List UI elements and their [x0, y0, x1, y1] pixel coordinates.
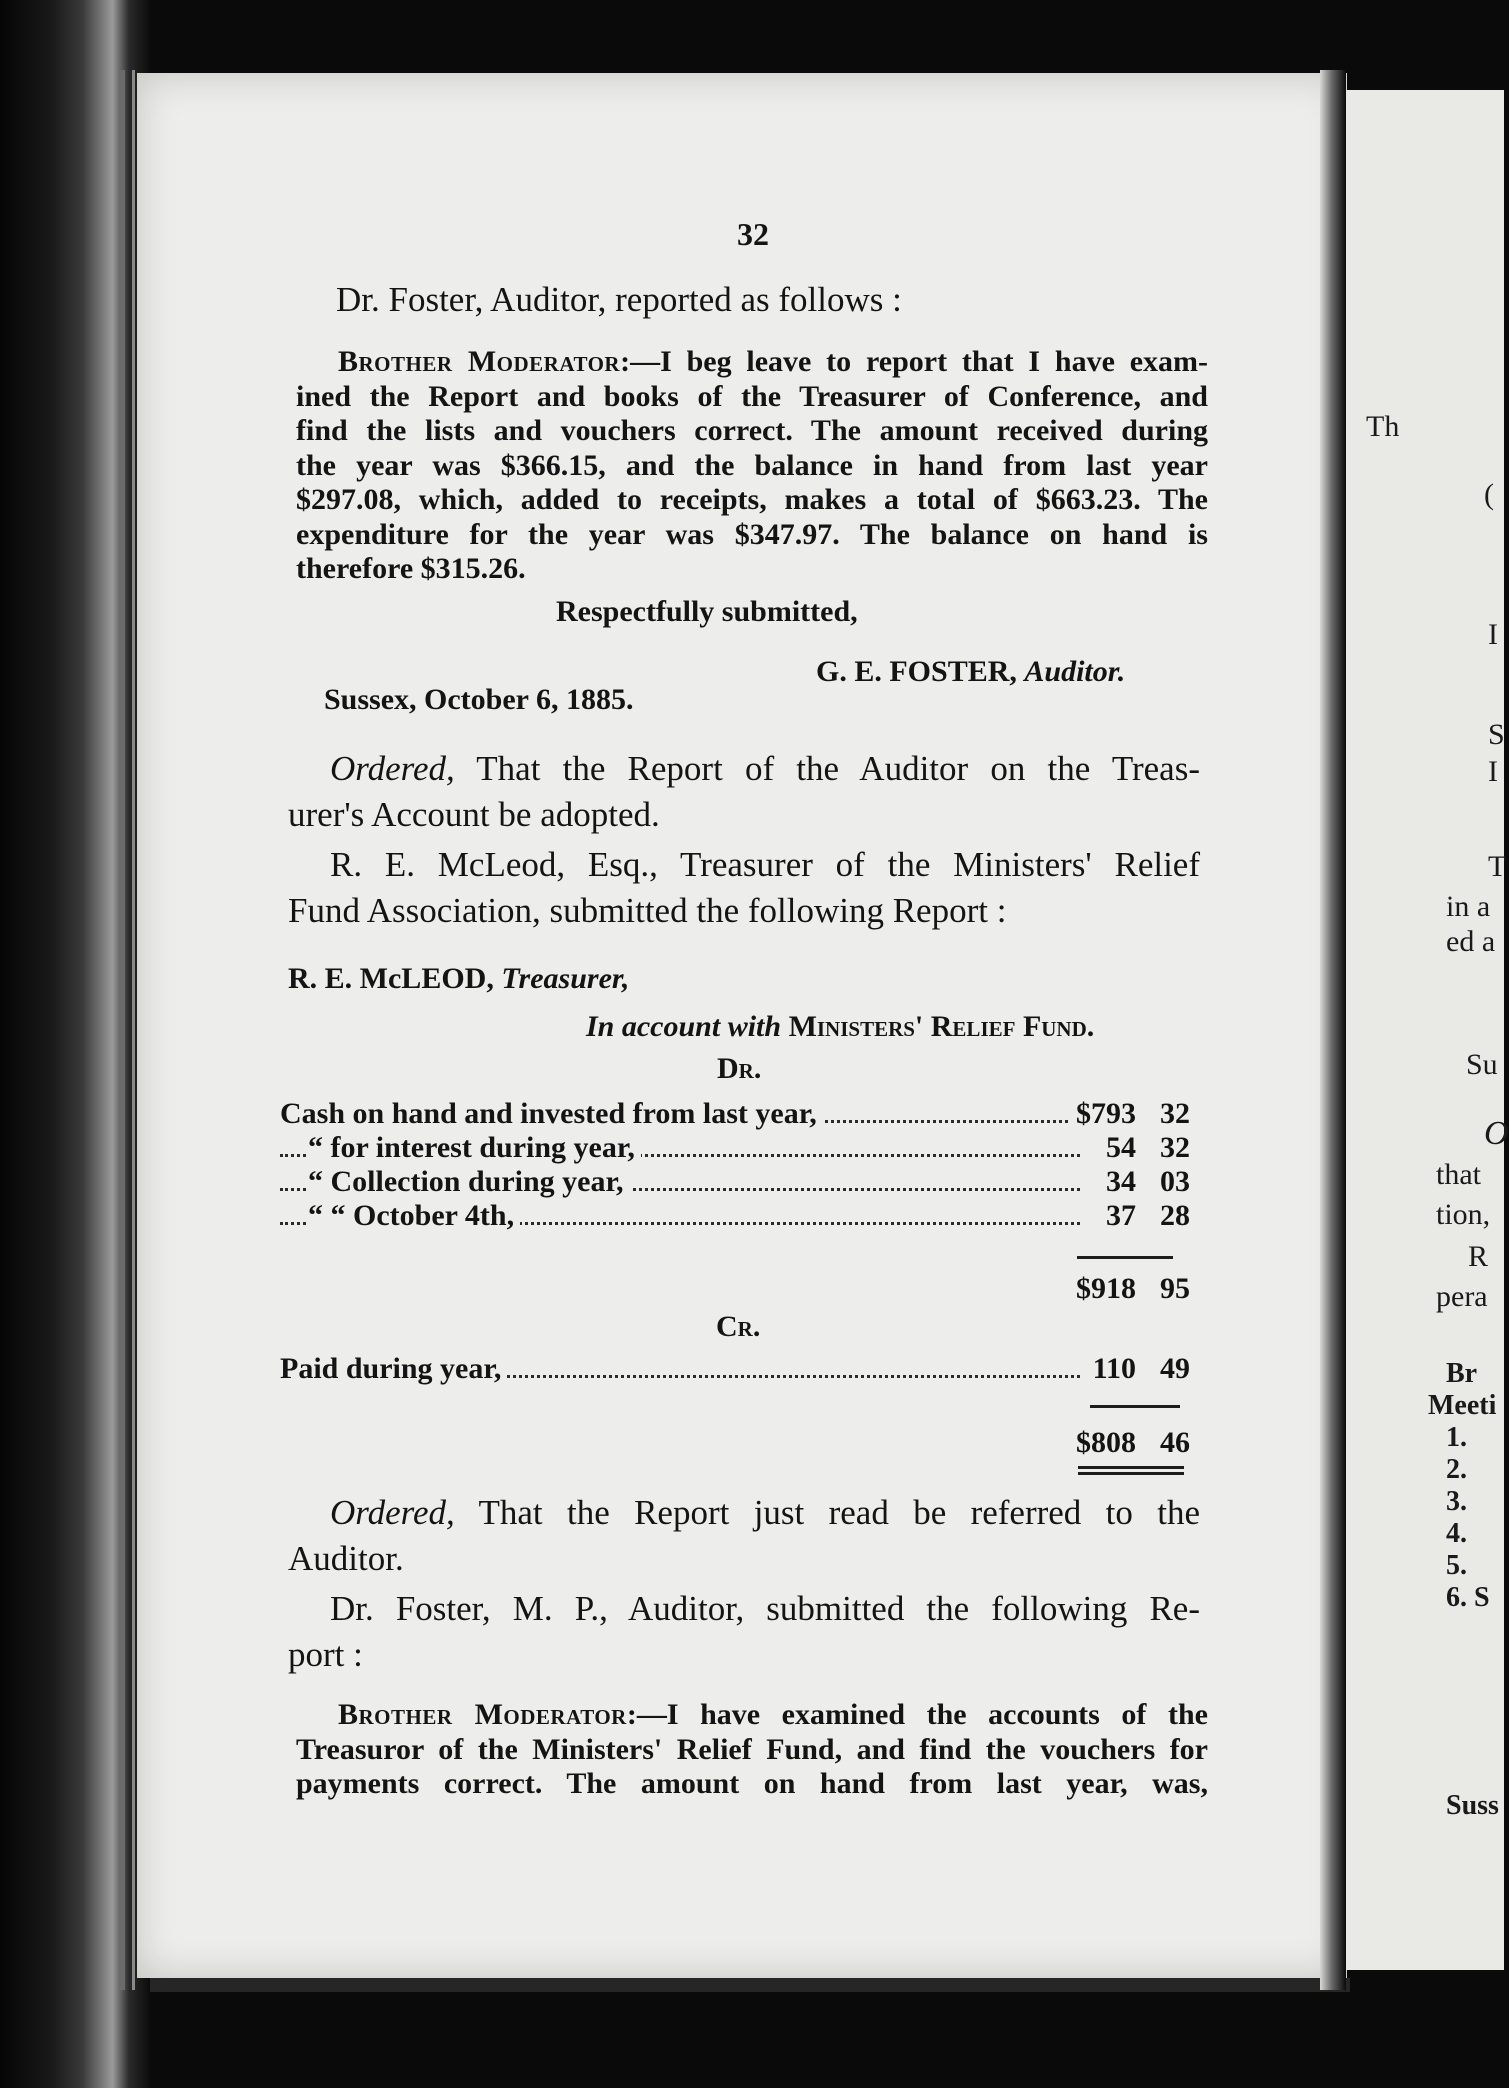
ledger-row	[280, 1352, 1190, 1386]
mcleod-intro	[288, 842, 1200, 934]
facing-page-fragment: 4.	[1446, 1518, 1467, 1549]
ledger-cents: 28	[1160, 1199, 1190, 1232]
ledger-cents: 03	[1160, 1165, 1190, 1198]
account-role: Treasurer,	[501, 962, 630, 995]
ledger-dollars: $918	[1070, 1272, 1136, 1306]
auditor-heading: Dr. Foster, Auditor, reported as follows :	[336, 280, 902, 319]
sum-rule	[1077, 1256, 1173, 1259]
ledger-cents: 32	[1160, 1097, 1190, 1130]
auditor-report	[296, 345, 1208, 587]
ledger-dollars: $808	[1070, 1426, 1136, 1460]
report-line: $297.08, which, added to receipts, makes a total of $663.23. The	[296, 483, 1208, 516]
ledger-label: “ “ October 4th,	[308, 1199, 520, 1233]
account-name: R. E. McLEOD,	[288, 962, 494, 995]
ledger-row	[280, 1097, 1190, 1131]
ledger-label: “ for interest during year,	[308, 1131, 641, 1165]
facing-page-fragment: I	[1488, 618, 1498, 651]
order-text: urer's Account be adopted.	[288, 795, 660, 834]
debit-total-row	[280, 1272, 1190, 1306]
report-line: the year was $366.15, and the balance in hand from last year	[296, 448, 1208, 482]
book-binding	[0, 0, 150, 2088]
binding-stripe	[120, 70, 125, 1990]
order-text: That the Report of the Auditor on the Treas-	[476, 749, 1200, 788]
book-gutter	[1320, 70, 1346, 1990]
fund-name: Ministers' Relief Fund.	[788, 1010, 1095, 1043]
auditor-report-2	[296, 1698, 1208, 1802]
facing-page-fragment: Br	[1446, 1358, 1478, 1389]
place-date: Sussex, October 6, 1885.	[324, 683, 634, 716]
ledger-label: Cash on hand and invested from last year,	[280, 1097, 823, 1131]
facing-page	[1346, 90, 1509, 1970]
ledger-dollars: 34	[1100, 1165, 1136, 1199]
credit-heading: Cr.	[716, 1310, 761, 1343]
order-text: Auditor.	[288, 1539, 404, 1578]
facing-page-fragment: Su	[1466, 1048, 1498, 1081]
report-salutation: Brother Moderator	[338, 345, 621, 378]
ledger-cents: 46	[1160, 1426, 1190, 1459]
balance-row	[280, 1426, 1190, 1460]
closing-line: Respectfully submitted,	[556, 595, 858, 628]
facing-page-fragment: Th	[1366, 410, 1400, 443]
ledger-row	[280, 1199, 1190, 1233]
ledger-cents: 49	[1160, 1352, 1190, 1385]
ledger-row	[280, 1165, 1190, 1199]
report-line: payments correct. The amount on hand from last year, was,	[296, 1767, 1208, 1800]
intro-text: Dr. Foster, M. P., Auditor, submitted the following Re-	[330, 1589, 1200, 1628]
ledger-label: Paid during year,	[280, 1352, 507, 1386]
facing-page-fragment: Suss	[1446, 1790, 1499, 1821]
facing-page-fragment: 5.	[1446, 1550, 1467, 1581]
order-text: That the Report just read be referred to the	[478, 1493, 1200, 1532]
signature-title: Auditor.	[1024, 655, 1126, 688]
intro-text: R. E. McLeod, Esq., Treasurer of the Ministers' Relief	[330, 845, 1200, 884]
report-line: ined the Report and books of the Treasurer of Conference, and	[296, 379, 1208, 413]
order-refer-report	[288, 1490, 1200, 1582]
ledger-dollars: 110	[1087, 1352, 1136, 1386]
signature-name: G. E. FOSTER,	[816, 655, 1017, 688]
ledger-dollars: 37	[1100, 1199, 1136, 1233]
debit-heading: Dr.	[717, 1052, 762, 1085]
intro-text: Fund Association, submitted the following Report :	[288, 891, 1007, 930]
page-bottom-edge	[150, 1978, 1350, 1992]
ledger-label: “ Collection during year,	[308, 1165, 630, 1199]
facing-page-fragment: tion,	[1436, 1198, 1491, 1231]
report-line: expenditure for the year was $347.97. The balance on hand is	[296, 517, 1208, 551]
double-rule	[1078, 1466, 1184, 1475]
facing-page-fragment: O	[1484, 1115, 1509, 1152]
facing-page-fragment: S	[1488, 718, 1505, 751]
ledger-dollars: 54	[1100, 1131, 1136, 1165]
facing-page-fragment: T	[1488, 850, 1507, 883]
page-number: 32	[737, 216, 769, 252]
ledger-cents: 95	[1160, 1272, 1190, 1305]
intro-text: port :	[288, 1635, 363, 1674]
signature	[816, 655, 1125, 689]
report-salutation: Brother Moderator	[338, 1698, 627, 1731]
ordered-label: Ordered,	[330, 1493, 455, 1532]
facing-page-fragment: that	[1436, 1158, 1481, 1191]
ledger-row	[280, 1131, 1190, 1165]
account-holder	[288, 962, 629, 996]
facing-page-fragment: R	[1468, 1240, 1489, 1273]
report-line: :—I beg leave to report that I have exam-	[620, 345, 1208, 378]
facing-page-fragment: Meeti	[1428, 1390, 1497, 1421]
binding-stripe	[132, 70, 135, 1990]
facing-page-fragment: 3.	[1446, 1486, 1467, 1517]
facing-page-fragment: I	[1488, 755, 1498, 788]
facing-page-fragment: (	[1484, 478, 1494, 511]
report-line: find the lists and vouchers correct. The amount received during	[296, 414, 1208, 447]
ledger-cents: 32	[1160, 1131, 1190, 1164]
facing-page-fragment: pera	[1436, 1280, 1488, 1313]
in-account-with: In account with	[586, 1010, 782, 1043]
facing-page-fragment: ed a	[1446, 925, 1496, 958]
ledger-dollars: $793	[1070, 1097, 1136, 1131]
account-with	[586, 1010, 1094, 1044]
order-adopt-report	[288, 746, 1200, 838]
report-line: :—I have examined the accounts of the	[626, 1698, 1208, 1731]
facing-page-fragment: 2.	[1446, 1454, 1467, 1485]
facing-page-fragment: 6. S	[1446, 1582, 1490, 1613]
ordered-label: Ordered,	[330, 749, 455, 788]
report-line: Treasuror of the Ministers' Relief Fund, and find the vouchers for	[296, 1732, 1208, 1766]
facing-page-fragment: in a	[1446, 890, 1491, 923]
facing-page-fragment: 1.	[1446, 1422, 1467, 1453]
sum-rule	[1090, 1405, 1180, 1408]
foster-intro	[288, 1586, 1200, 1678]
report-line: therefore $315.26.	[296, 552, 526, 585]
